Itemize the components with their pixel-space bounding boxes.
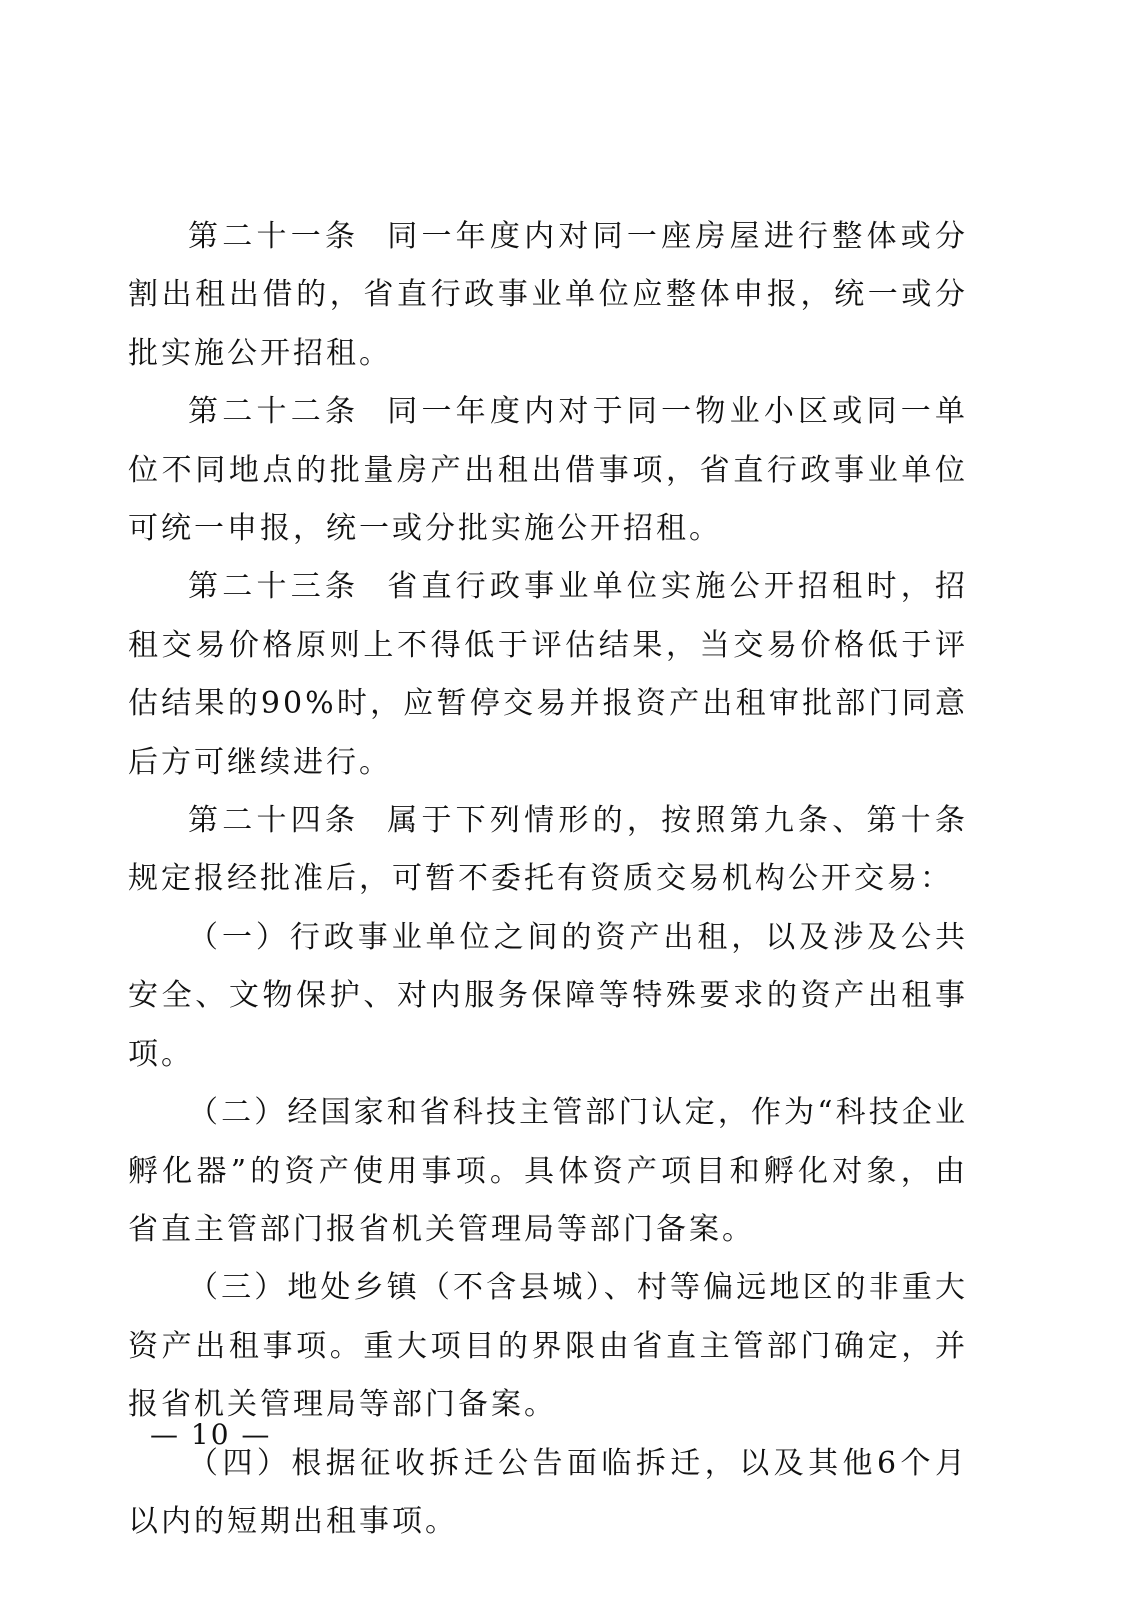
article-text: 省直行政事业单位实施公开招租时，招租交易价格原则上不得低于评估结果，当交易价格低于评估结果的90%时，应暂停交易并报资产出租审批部门同意后方可继续进行。 xyxy=(128,569,969,780)
article-text: 属于下列情形的，按照第九条、第十条规定报经批准后，可暂不委托有资质交易机构公开交易： xyxy=(128,803,969,897)
body-text xyxy=(128,208,968,1551)
article-number: 第二十一条 xyxy=(188,219,360,254)
article-24 xyxy=(128,792,968,909)
article-21 xyxy=(128,208,968,383)
article-22 xyxy=(128,383,968,558)
list-item-4: （四）根据征收拆迁公告面临拆迁，以及其他6个月以内的短期出租事项。 xyxy=(128,1445,968,1539)
list-item-2: （二）经国家和省科技主管部门认定，作为“科技企业孵化器”的资产使用事项。具体资产项目和孵化对象，由省直主管部门报省机关管理局等部门备案。 xyxy=(128,1095,968,1247)
article-text: 同一年度内对于同一物业小区或同一单位不同地点的批量房产出租出借事项，省直行政事业单位可统一申报，统一或分批实施公开招租。 xyxy=(128,394,969,547)
article-23 xyxy=(128,558,968,792)
list-item-1: （一）行政事业单位之间的资产出租，以及涉及公共安全、文物保护、对内服务保障等特殊要求的资产出租事项。 xyxy=(128,919,968,1072)
article-number: 第二十三条 xyxy=(188,569,360,605)
page-number: — 10 — xyxy=(150,1418,272,1451)
article-number: 第二十四条 xyxy=(188,803,360,839)
article-text: 同一年度内对同一座房屋进行整体或分割出租出借的，省直行政事业单位应整体申报，统一或分批实施公开招租。 xyxy=(128,219,969,371)
list-item-3: （三）地处乡镇（不含县城）、村等偏远地区的非重大资产出租事项。重大项目的界限由省直主管部门确定，并报省机关管理局等部门备案。 xyxy=(128,1270,968,1423)
article-number: 第二十二条 xyxy=(188,394,360,430)
